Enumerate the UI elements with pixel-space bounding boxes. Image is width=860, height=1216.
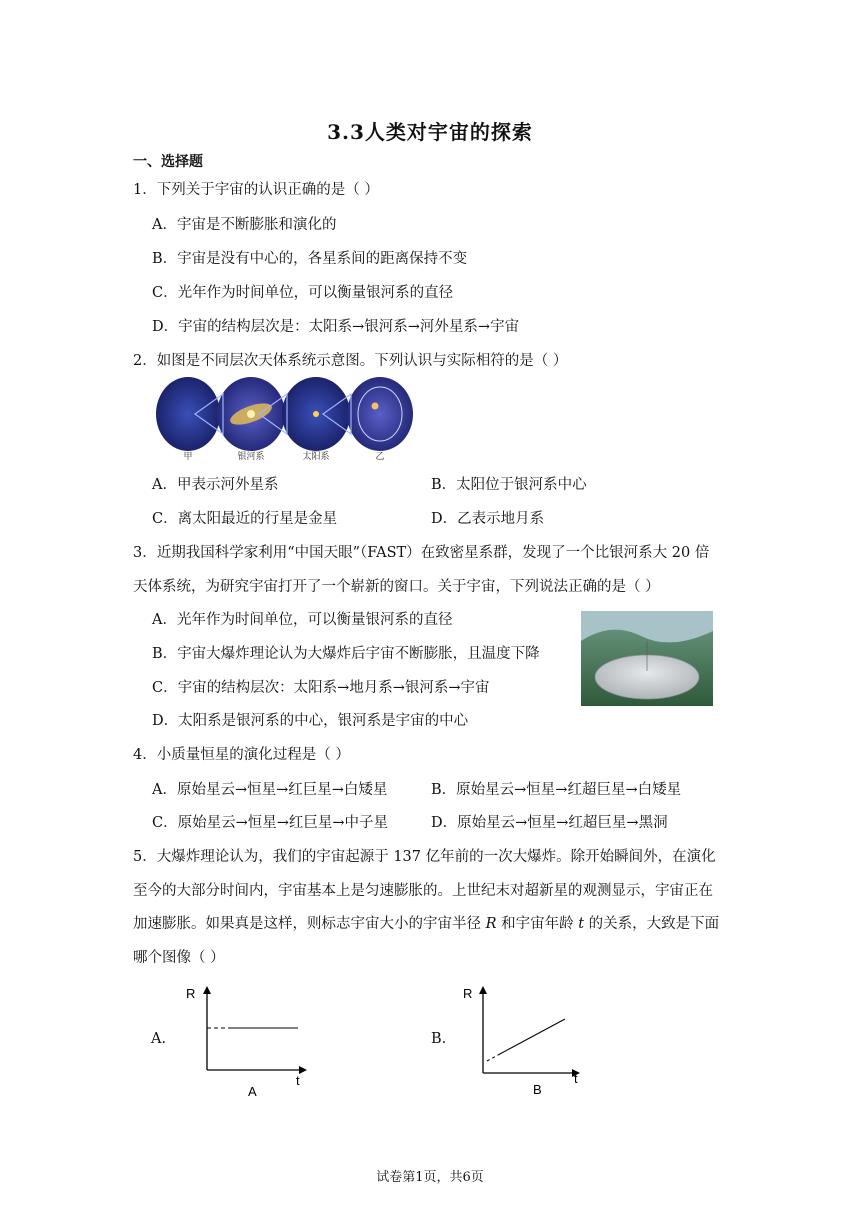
page-title: 3.3人类对宇宙的探索 [327, 120, 533, 144]
q3-stem-line1: 3．近期我国科学家利用“中国天眼”（FAST）在致密星系群，发现了一个比银河系大 20 倍 [133, 545, 710, 561]
graph-a-caption: A [248, 1084, 257, 1099]
q4-option-d: D．原始星云→恒星→红超巨星→黑洞 [431, 815, 668, 831]
q5-line1: 5．大爆炸理论认为，我们的宇宙起源于 137 亿年前的一次大爆炸。除开始瞬间外，在演化 [133, 849, 716, 865]
q5-line4: 哪个图像（ ） [133, 950, 225, 966]
q1-option-a: A．宇宙是不断膨胀和演化的 [152, 217, 337, 233]
q3-option-a: A．光年作为时间单位，可以衡量银河系的直径 [152, 612, 453, 628]
q5-option-a-label: A. [151, 1031, 167, 1047]
label-galaxy: 银河系 [237, 452, 265, 462]
q2-option-d: D．乙表示地月系 [431, 511, 545, 527]
jia-circle [156, 377, 220, 451]
q1-option-d: D．宇宙的结构层次是：太阳系→银河系→河外星系→宇宙 [152, 319, 520, 335]
graph-b-caption: B [533, 1082, 542, 1097]
q5-line3-part2: 和宇宙年龄 [496, 916, 579, 932]
time-symbol: t [578, 916, 585, 932]
fast-telescope-photo [581, 611, 713, 706]
graph-b [456, 982, 596, 1102]
graph-b-line [498, 1019, 565, 1055]
graph-a-xlabel: t [296, 1073, 300, 1088]
label-yi: 乙 [375, 452, 385, 462]
q3-option-d: D．太阳系是银河系的中心，银河系是宇宙的中心 [152, 713, 469, 729]
q4-stem: 4．小质量恒星的演化过程是（ ） [133, 747, 350, 763]
q5-line3-part3: 的关系，大致是下面 [584, 916, 720, 932]
celestial-systems-figure [155, 376, 415, 462]
yi-circle [347, 377, 413, 451]
page-footer: 试卷第1页，共6页 [376, 1170, 484, 1185]
label-jia: 甲 [183, 452, 193, 462]
graph-a [180, 982, 320, 1102]
q2-stem: 2．如图是不同层次天体系统示意图。下列认识与实际相符的是（ ） [133, 353, 568, 369]
graph-a-ylabel: R [186, 986, 196, 1001]
radius-symbol: R [485, 916, 497, 932]
q1-stem: 1．下列关于宇宙的认识正确的是（ ） [133, 182, 379, 198]
q2-option-b: B．太阳位于银河系中心 [431, 477, 587, 493]
section-heading: 一、选择题 [133, 154, 203, 170]
q5-line2: 至今的大部分时间内，宇宙基本上是匀速膨胀的。上世纪末对超新星的观测显示，宇宙正在 [133, 883, 713, 899]
q4-option-b: B．原始星云→恒星→红超巨星→白矮星 [431, 782, 682, 798]
q5-line3 [133, 912, 719, 933]
q4-option-a: A．原始星云→恒星→红巨星→白矮星 [152, 782, 388, 798]
q3-option-c: C．宇宙的结构层次：太阳系→地月系→银河系→宇宙 [152, 680, 490, 696]
graph-b-dashed-line [487, 1055, 498, 1061]
q4-option-c: C．原始星云→恒星→红巨星→中子星 [152, 815, 389, 831]
q1-option-b: B．宇宙是没有中心的，各星系间的距离保持不变 [152, 251, 468, 267]
q2-option-a: A．甲表示河外星系 [152, 477, 279, 493]
q5-option-b-label: B. [431, 1031, 447, 1047]
q3-stem-line2: 天体系统，为研究宇宙打开了一个崭新的窗口。关于宇宙，下列说法正确的是（ ） [133, 579, 660, 595]
graph-b-ylabel: R [463, 986, 473, 1001]
q1-option-c: C．光年作为时间单位，可以衡量银河系的直径 [152, 285, 454, 301]
label-solar-system: 太阳系 [302, 452, 330, 462]
graph-b-xlabel: t [574, 1071, 578, 1086]
q3-option-b: B．宇宙大爆炸理论认为大爆炸后宇宙不断膨胀，且温度下降 [152, 646, 540, 662]
q2-option-c: C．离太阳最近的行星是金星 [152, 511, 338, 527]
q5-line3-part1: 加速膨胀。如果真是这样，则标志宇宙大小的宇宙半径 [133, 916, 486, 932]
